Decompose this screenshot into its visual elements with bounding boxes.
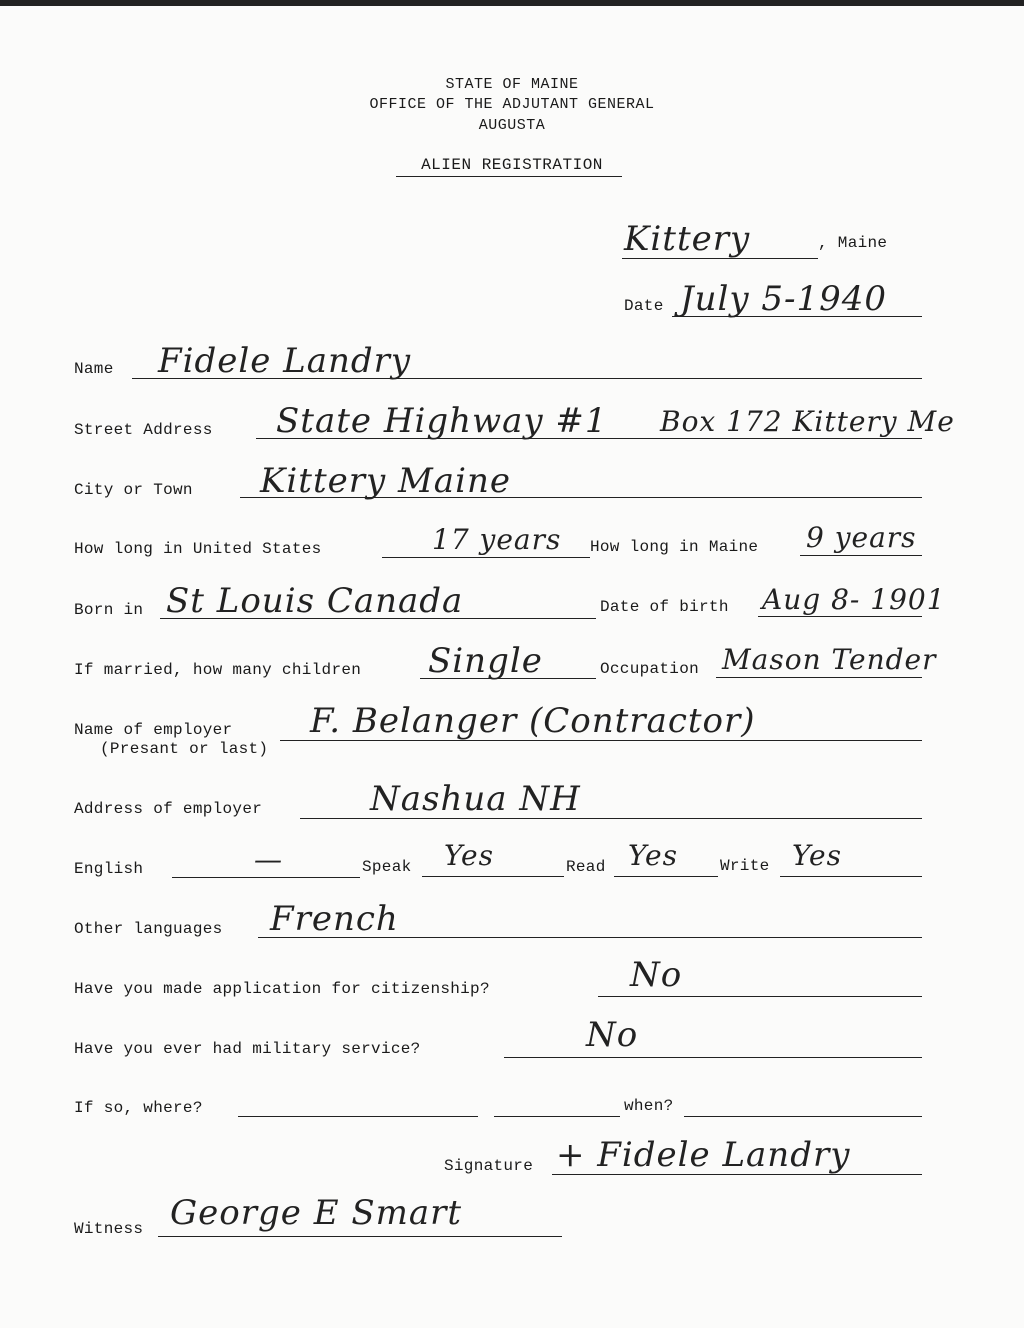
english-label: English	[74, 860, 144, 878]
born-value: St Louis Canada	[166, 581, 464, 621]
dob-label: Date of birth	[600, 598, 729, 616]
write-value: Yes	[792, 839, 842, 872]
children-value: Single	[428, 641, 543, 681]
citizenship-line	[598, 996, 922, 997]
other-languages-label: Other languages	[74, 920, 223, 938]
where-line-2	[494, 1116, 620, 1117]
form-title: ALIEN REGISTRATION	[421, 156, 603, 174]
employer-label: Name of employer	[74, 721, 233, 739]
employer-value: F. Belanger (Contractor)	[310, 701, 756, 741]
speak-label: Speak	[362, 858, 412, 876]
name-value: Fidele Landry	[158, 341, 412, 381]
occupation-value: Mason Tender	[722, 643, 937, 676]
city-label: City or Town	[74, 481, 193, 499]
speak-line	[422, 876, 564, 877]
occupation-line	[716, 677, 922, 678]
town-value: Kittery	[624, 219, 751, 259]
military-value: No	[586, 1015, 639, 1055]
witness-label: Witness	[74, 1220, 144, 1238]
scan-edge	[0, 0, 1024, 6]
street-box-value: Box 172 Kittery Me	[660, 405, 955, 438]
witness-value: George E Smart	[170, 1193, 463, 1233]
when-label: when?	[624, 1097, 674, 1115]
title-underline	[396, 176, 622, 177]
date-value: July 5-1940	[680, 279, 888, 319]
speak-value: Yes	[444, 839, 494, 872]
date-label: Date	[624, 297, 664, 315]
english-line	[172, 877, 360, 878]
read-line	[614, 876, 718, 877]
signature-label: Signature	[444, 1157, 534, 1175]
english-value: —	[254, 843, 283, 876]
us-duration-value: 17 years	[432, 523, 562, 556]
other-languages-value: French	[270, 899, 399, 939]
town-suffix-label: , Maine	[818, 234, 888, 252]
city-value: Kittery Maine	[260, 461, 511, 501]
write-label: Write	[720, 857, 770, 875]
dob-line	[758, 616, 922, 617]
maine-duration-label: How long in Maine	[590, 538, 759, 556]
citizenship-label: Have you made application for citizenship?	[74, 980, 490, 998]
military-line	[504, 1057, 922, 1058]
read-label: Read	[566, 858, 606, 876]
born-label: Born in	[74, 601, 144, 619]
where-label: If so, where?	[74, 1099, 203, 1117]
header-office: OFFICE OF THE ADJUTANT GENERAL	[369, 96, 655, 113]
signature-value: + Fidele Landry	[556, 1135, 851, 1175]
employer-note: (Presant or last)	[100, 740, 269, 758]
us-duration-label: How long in United States	[74, 540, 322, 558]
read-value: Yes	[628, 839, 678, 872]
street-value: State Highway #1	[276, 401, 608, 441]
military-label: Have you ever had military service?	[74, 1040, 421, 1058]
maine-duration-value: 9 years	[806, 521, 917, 554]
when-line	[684, 1116, 922, 1117]
maine-duration-line	[800, 555, 922, 556]
us-duration-line	[382, 557, 590, 558]
employer-address-label: Address of employer	[74, 800, 263, 818]
header-city: AUGUSTA	[478, 117, 546, 134]
employer-address-value: Nashua NH	[370, 779, 581, 819]
witness-line	[158, 1236, 562, 1237]
children-label: If married, how many children	[74, 661, 362, 679]
street-label: Street Address	[74, 421, 213, 439]
citizenship-value: No	[630, 955, 683, 995]
dob-value: Aug 8- 1901	[762, 583, 946, 616]
name-label: Name	[74, 360, 114, 378]
write-line	[780, 876, 922, 877]
where-line	[238, 1116, 478, 1117]
header-state: STATE OF MAINE	[445, 76, 579, 93]
occupation-label: Occupation	[600, 660, 700, 678]
